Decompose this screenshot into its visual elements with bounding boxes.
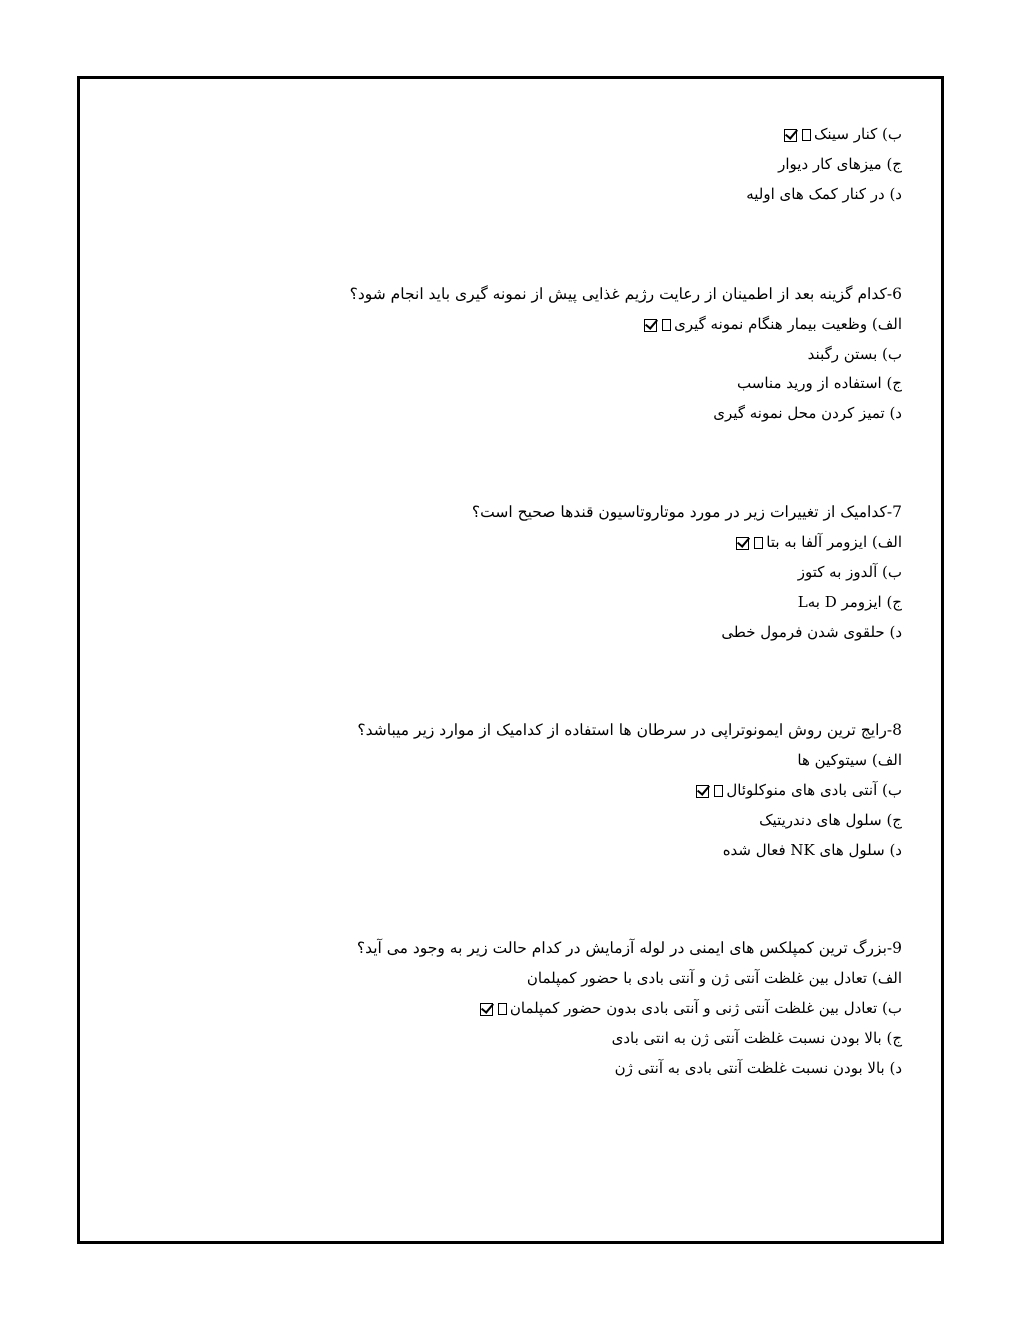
empty-box-icon bbox=[498, 1003, 507, 1015]
option-text: د) سلول های NK فعال شده bbox=[722, 841, 902, 859]
option-text: د) تمیز کردن محل نمونه گیری bbox=[713, 404, 902, 422]
option-text: ب) تعادل بین غلظت آنتی ژنی و آنتی بادی بدون حضور کمپلمان bbox=[509, 999, 902, 1017]
option-text: ب) کنار سینک bbox=[813, 125, 902, 143]
option-c[interactable] bbox=[759, 810, 902, 830]
option-c[interactable] bbox=[737, 373, 902, 393]
option-text: ب) آلدوز به کتوز bbox=[797, 563, 902, 581]
option-d[interactable] bbox=[615, 1058, 902, 1078]
empty-box-icon bbox=[802, 129, 811, 141]
question-text: 6-کدام گزینه بعد از اطمینان از رعایت رژیم غذایی پیش از نمونه گیری باید انجام شود؟ bbox=[349, 285, 902, 303]
option-text: ج) استفاده از ورید مناسب bbox=[737, 374, 902, 392]
option-b[interactable] bbox=[784, 124, 902, 144]
option-b[interactable] bbox=[798, 562, 902, 582]
option-a[interactable] bbox=[736, 532, 902, 552]
option-d[interactable] bbox=[723, 840, 902, 860]
option-text: الف) ایزومر آلفا به بتا bbox=[766, 533, 902, 551]
option-a[interactable] bbox=[644, 314, 902, 334]
option-text: ب) بستن رگبند bbox=[807, 345, 902, 363]
question-9 bbox=[357, 938, 902, 958]
question-text: 8-رایج ترین روش ایمونوتراپی در سرطان ها استفاده از کدامیک از موارد زیر میباشد؟ bbox=[357, 721, 902, 739]
option-text: ج) بالا بودن نسبت غلظت آنتی ژن به انتی بادی bbox=[611, 1029, 902, 1047]
empty-box-icon bbox=[714, 785, 723, 797]
option-c[interactable] bbox=[798, 592, 902, 612]
question-7 bbox=[472, 502, 902, 522]
checkbox-checked-icon bbox=[644, 319, 657, 332]
option-a[interactable] bbox=[797, 750, 902, 770]
option-text: الف) سیتوکین ها bbox=[797, 751, 902, 769]
question-6 bbox=[350, 284, 902, 304]
checkbox-checked-icon bbox=[784, 129, 797, 142]
option-d[interactable] bbox=[713, 403, 902, 423]
empty-box-icon bbox=[662, 319, 671, 331]
option-text: ج) میزهای کار دیوار bbox=[778, 155, 902, 173]
question-text: 9-بزرگ ترین کمپلکس های ایمنی در لوله آزمایش در کدام حالت زیر به وجود می آید؟ bbox=[356, 939, 902, 957]
option-text: د) بالا بودن نسبت غلظت آنتی بادی به آنتی ژن bbox=[614, 1059, 902, 1077]
option-text: ج) سلول های دندریتیک bbox=[759, 811, 902, 829]
option-d[interactable] bbox=[746, 184, 902, 204]
question-text: 7-کدامیک از تغییرات زیر در مورد موتاروتاسیون قندها صحیح است؟ bbox=[471, 503, 902, 521]
option-c[interactable] bbox=[612, 1028, 902, 1048]
option-a[interactable] bbox=[527, 968, 902, 988]
option-b[interactable] bbox=[808, 344, 902, 364]
option-text: د) حلقوی شدن فرمول خطی bbox=[721, 623, 902, 641]
option-b[interactable] bbox=[696, 780, 902, 800]
checkbox-checked-icon bbox=[480, 1003, 493, 1016]
option-text: الف) تعادل بین غلظت آنتی ژن و آنتی بادی با حضور کمپلمان bbox=[526, 969, 902, 987]
checkbox-checked-icon bbox=[696, 785, 709, 798]
empty-box-icon bbox=[754, 537, 763, 549]
option-text: ب) آنتی بادی های منوکلوئال bbox=[726, 781, 902, 799]
option-c[interactable] bbox=[778, 154, 902, 174]
option-text: ج) ایزومر D بهL bbox=[797, 593, 902, 611]
question-8 bbox=[357, 720, 902, 740]
option-b[interactable] bbox=[480, 998, 902, 1018]
option-text: الف) وظعیت بیمار هنگام نمونه گیری bbox=[674, 315, 902, 333]
option-text: د) در کنار کمک های اولیه bbox=[746, 185, 902, 203]
option-d[interactable] bbox=[721, 622, 902, 642]
checkbox-checked-icon bbox=[736, 537, 749, 550]
